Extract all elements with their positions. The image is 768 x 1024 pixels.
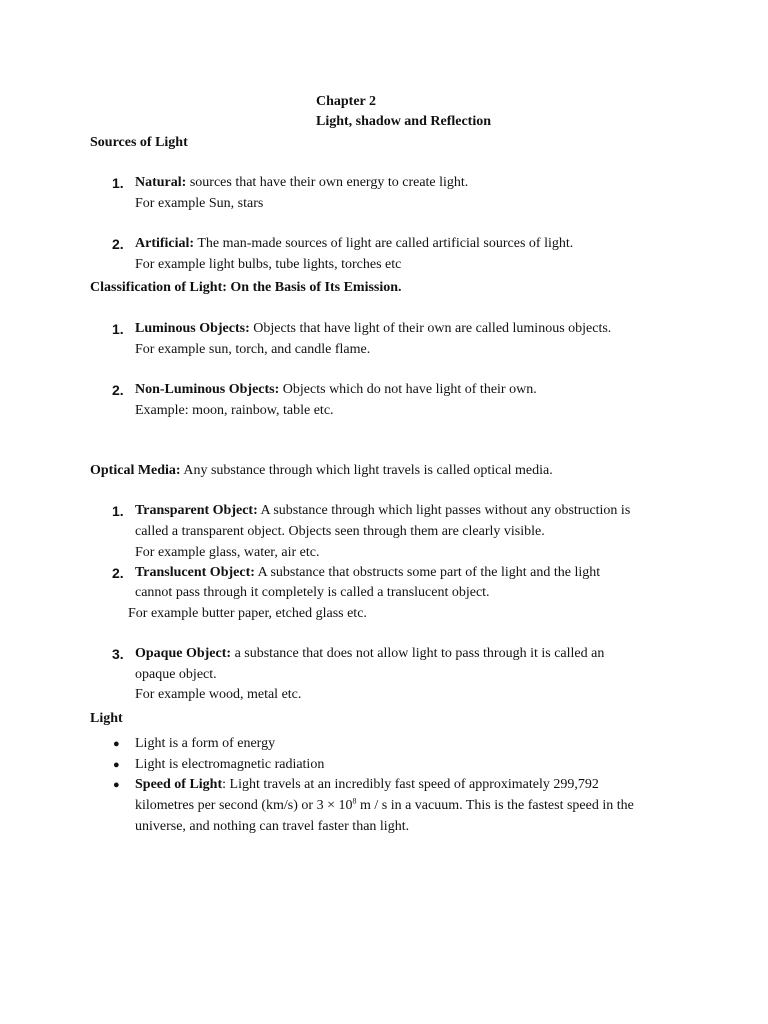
classification-item-2-text: Objects which do not have light of their own. — [279, 382, 537, 397]
classification-item-1-text: Objects that have light of their own are called luminous objects. — [249, 321, 612, 336]
optical-item-3-line2: opaque object. — [135, 667, 217, 682]
sources-item-1 — [135, 173, 468, 193]
optical-item-2-term: Translucent Object: — [135, 565, 255, 580]
classification-item-2-term: Non-Luminous Objects: — [135, 382, 280, 397]
optical-item-1-number: 1. — [112, 503, 124, 519]
speed-line2-pre: kilometres per second (km/s) or 3 × 10 — [135, 798, 353, 813]
speed-line2-post: m / s in a vacuum. This is the fastest speed in the — [356, 798, 634, 813]
classification-item-1-term: Luminous Objects: — [135, 321, 250, 336]
optical-item-1-term: Transparent Object: — [135, 503, 258, 518]
sources-item-2 — [135, 234, 573, 254]
sources-item-2-text: The man-made sources of light are called artificial sources of light. — [194, 236, 574, 251]
optical-item-3-number: 3. — [112, 646, 124, 662]
speed-of-light-line2 — [135, 796, 634, 816]
optical-item-2-example: For example butter paper, etched glass etc. — [128, 606, 367, 621]
optical-media-text: Any substance through which light travels is called optical media. — [180, 463, 553, 478]
chapter-subtitle: Light, shadow and Reflection — [316, 114, 492, 129]
classification-item-2 — [135, 380, 537, 400]
optical-media-term: Optical Media: — [90, 463, 181, 478]
classification-item-2-number: 2. — [112, 382, 124, 398]
optical-item-1-example: For example glass, water, air etc. — [135, 545, 320, 560]
light-bullet-1: Light is a form of energy — [135, 736, 276, 751]
optical-item-2-line1: A substance that obstructs some part of the light and the light — [254, 565, 601, 580]
optical-item-2-line2: cannot pass through it completely is called a translucent object. — [135, 585, 490, 600]
classification-item-2-example: Example: moon, rainbow, table etc. — [135, 403, 334, 418]
speed-of-light-line3: universe, and nothing can travel faster than light. — [135, 819, 410, 834]
optical-item-3-term: Opaque Object: — [135, 646, 232, 661]
light-heading: Light — [90, 711, 123, 726]
sources-item-2-term: Artificial: — [135, 236, 195, 251]
bullet-2-dot-icon: ● — [113, 759, 120, 771]
sources-heading: Sources of Light — [90, 135, 188, 150]
optical-item-1-line1: A substance through which light passes without any obstruction is — [257, 503, 631, 518]
chapter-title: Chapter 2 — [316, 94, 377, 109]
optical-item-3-line1: a substance that does not allow light to pass through it is called an — [231, 646, 605, 661]
optical-media-definition — [90, 461, 553, 481]
speed-of-light-text: : Light travels at an incredibly fast speed of approximately 299,792 — [222, 777, 599, 792]
sources-item-2-number: 2. — [112, 236, 124, 252]
classification-item-1-number: 1. — [112, 321, 124, 337]
classification-item-1-example: For example sun, torch, and candle flame. — [135, 342, 371, 357]
sources-item-1-number: 1. — [112, 175, 124, 191]
sources-item-1-example: For example Sun, stars — [135, 196, 264, 211]
optical-item-3-example: For example wood, metal etc. — [135, 687, 302, 702]
bullet-1-dot-icon: ● — [113, 738, 120, 750]
optical-item-1-line2: called a transparent object. Objects seen through them are clearly visible. — [135, 524, 545, 539]
sources-item-1-text: sources that have their own energy to create light. — [186, 175, 469, 190]
optical-item-2 — [135, 563, 600, 583]
classification-heading: Classification of Light: On the Basis of Its Emission. — [90, 280, 402, 295]
optical-item-2-number: 2. — [112, 565, 124, 581]
bullet-3-dot-icon: ● — [113, 779, 120, 791]
speed-of-light-line1 — [135, 775, 599, 795]
speed-exponent: 8 — [352, 796, 357, 806]
sources-item-2-example: For example light bulbs, tube lights, torches etc — [135, 257, 402, 272]
light-bullet-2: Light is electromagnetic radiation — [135, 757, 325, 772]
classification-item-1 — [135, 319, 611, 339]
optical-item-1 — [135, 501, 630, 521]
optical-item-3 — [135, 644, 604, 664]
sources-item-1-term: Natural: — [135, 175, 187, 190]
speed-of-light-term: Speed of Light — [135, 777, 223, 792]
